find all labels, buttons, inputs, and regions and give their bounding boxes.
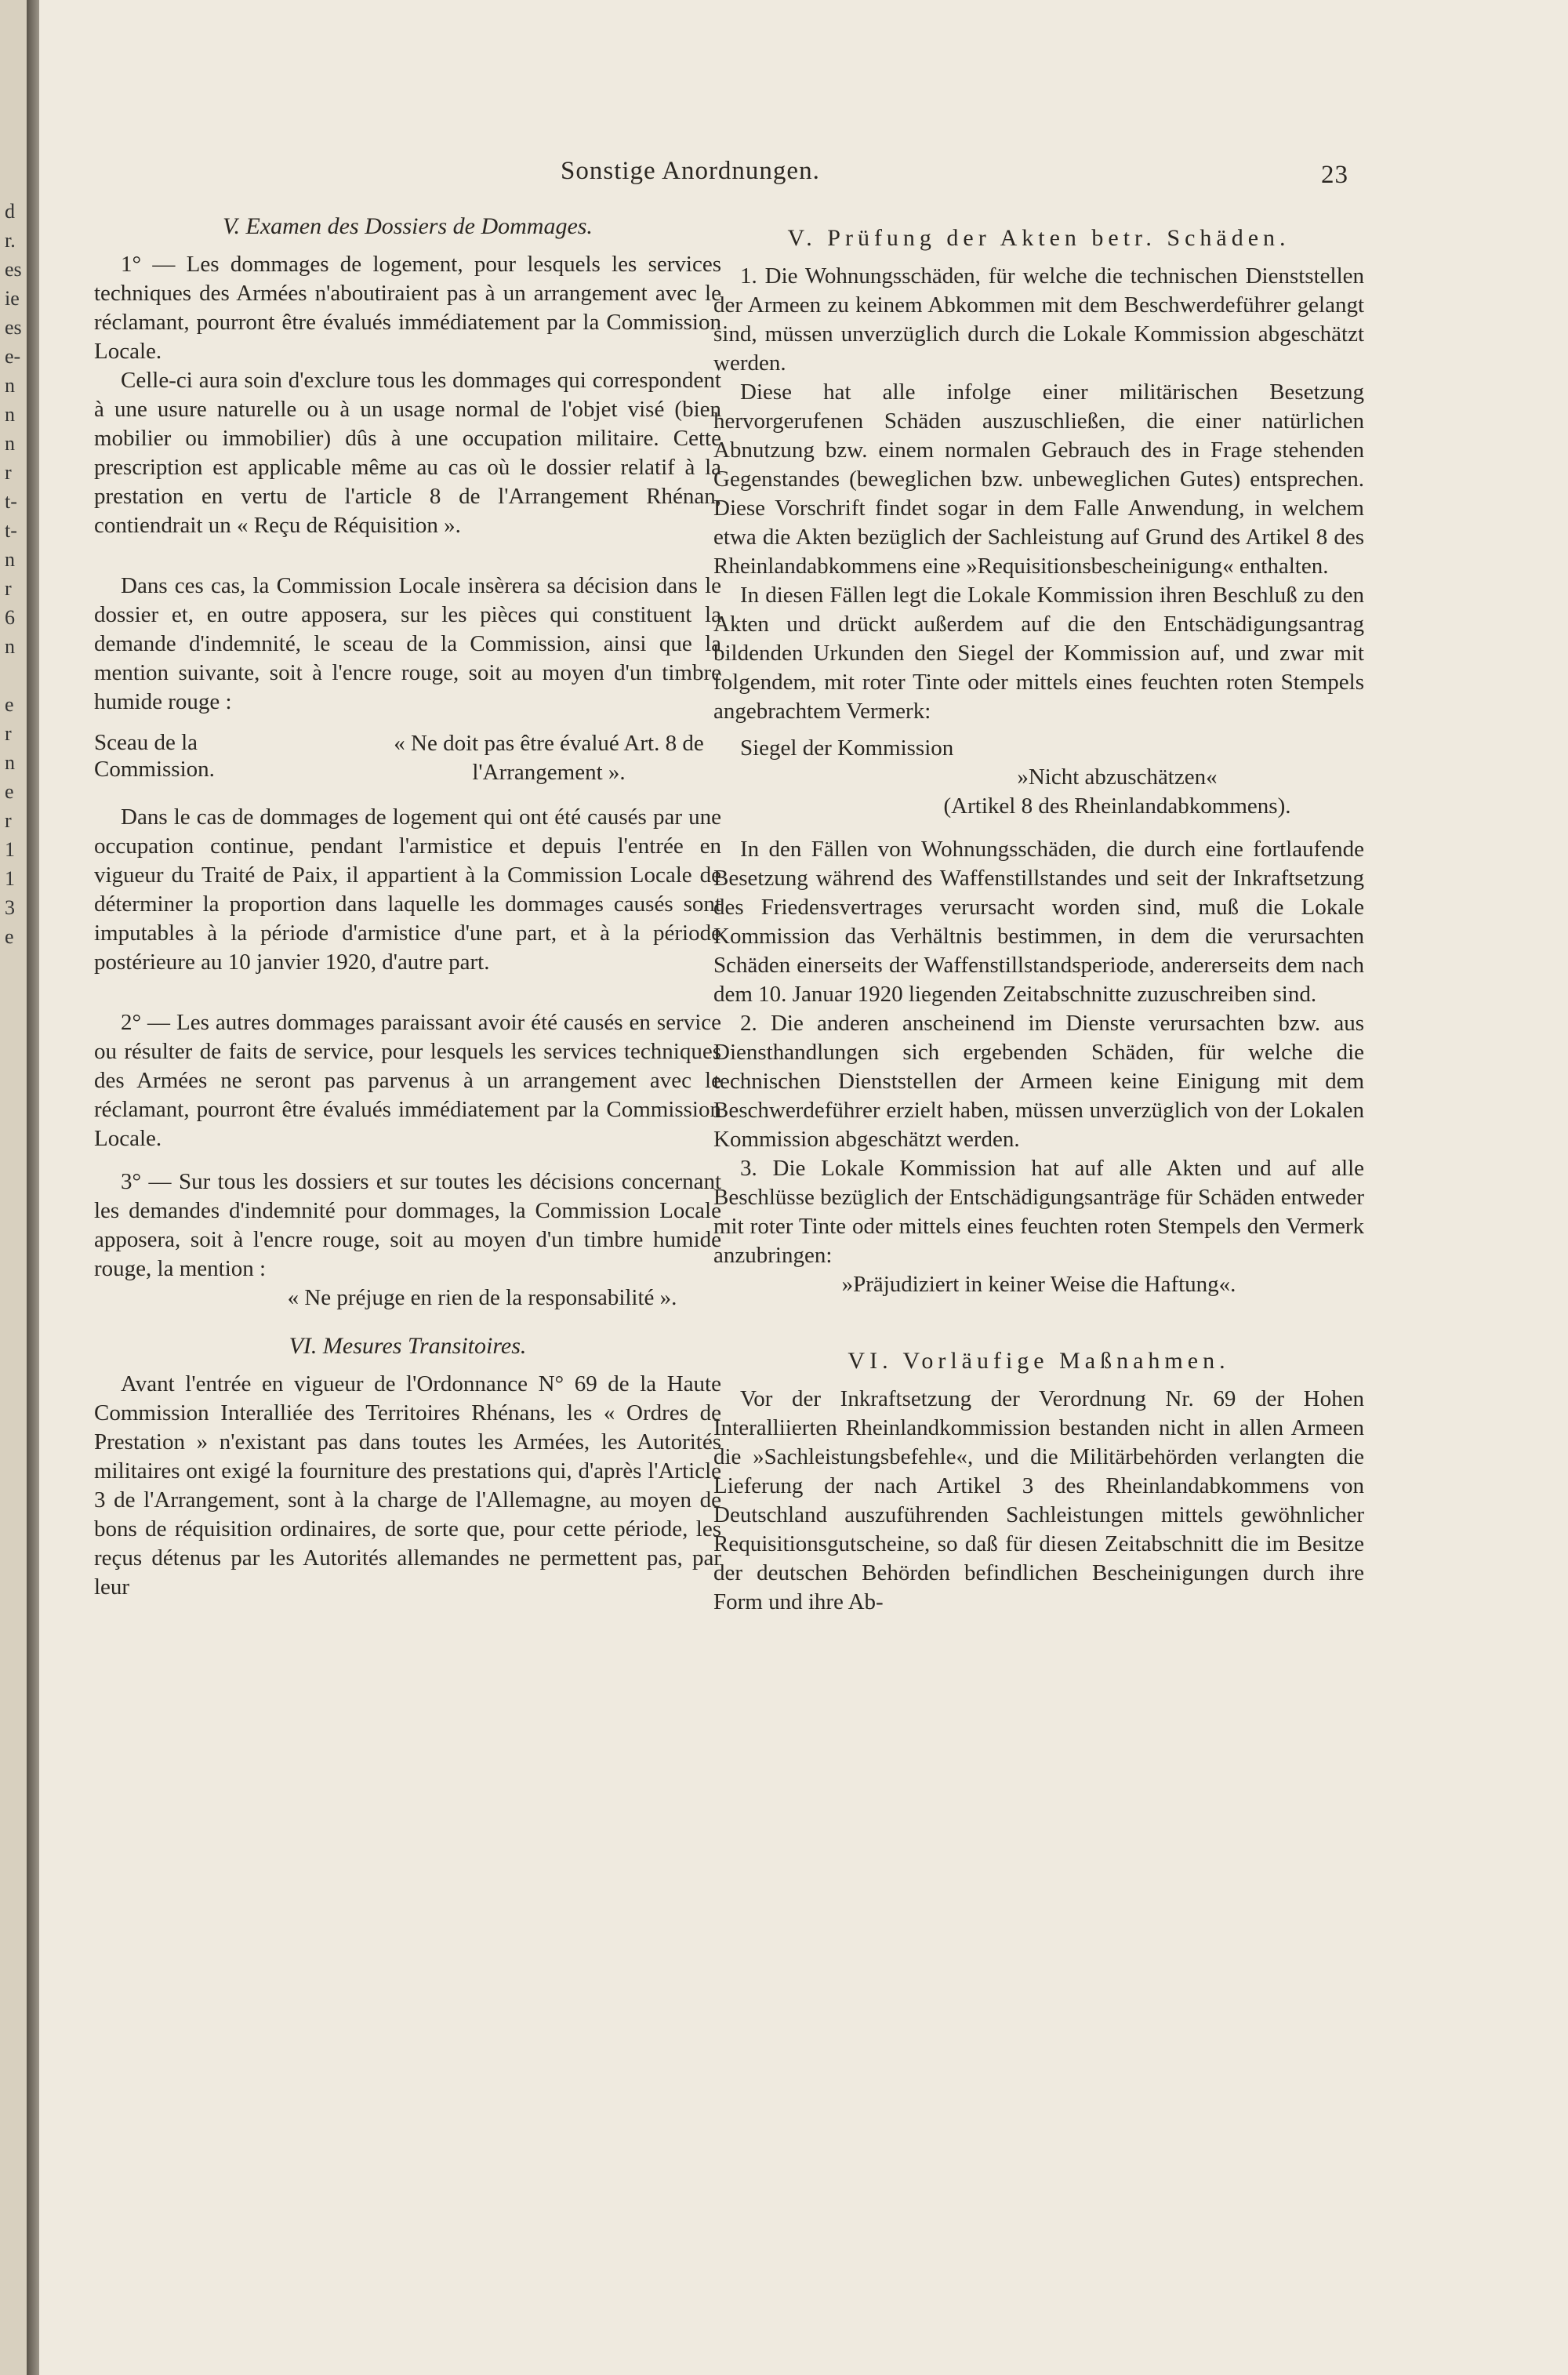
running-title: Sonstige Anordnungen.	[561, 157, 820, 185]
previous-page-fragment: es	[5, 316, 22, 339]
previous-page-fragment: es	[5, 258, 22, 281]
previous-page-fragment: t-	[5, 519, 17, 542]
french-stamp-block	[94, 729, 721, 787]
previous-page-fragment: e	[5, 780, 14, 803]
previous-page-fragment: n	[5, 548, 15, 571]
german-mention-quote: »Präjudiziert in keiner Weise die Haftung«.	[841, 1272, 1236, 1297]
french-paragraph-6: 3° — Sur tous les dossiers et sur toutes les décisions concernant les demandes d'indemnité pour dommages, la Commission Locale apposera, soit à l'encre rouge, soit au moyen d'un timbre humide rouge, la mention :	[94, 1169, 721, 1281]
german-stamp-seal-label: Siegel der Kommission	[740, 735, 954, 761]
french-mention-quote: « Ne préjuge en rien de la responsabilité ».	[287, 1285, 677, 1310]
french-stamp-seal-label: Sceau de la Commission.	[94, 730, 215, 782]
french-column	[94, 212, 721, 1602]
german-stamp-line-1: »Nicht abzuschätzen«	[1017, 764, 1218, 790]
french-paragraph-3: Dans ces cas, la Commission Locale insèrera sa décision dans le dossier et, en outre apposera, sur les pièces qui constituent la demande d'indemnité, le sceau de la Commission, ainsi que la mention suivante, soit à l'encre rouge, soit au moyen d'un timbre humide rouge :	[94, 573, 721, 714]
spacer	[94, 540, 721, 572]
german-paragraph-5: 2. Die anderen anscheinend im Dienste verursachten bzw. aus Diensthandlungen sich ergebenden Schäden, für welche die technischen Dienststellen der Armeen keine Einigung mit dem Beschwerdeführer erzielt haben, müssen unverzüglich von der Lokalen Kommission abgeschätzt werden.	[713, 1011, 1364, 1152]
german-paragraph-3: In diesen Fällen legt die Lokale Kommission ihren Beschluß zu den Akten und drückt außerdem auf die den Entschädigungsantrag bildenden Urkunden den Siegel der Kommission auf, und zwar mit folgendem, mit roter Tinte oder mittels eines feuchten roten Stempels angebrachtem Vermerk:	[713, 583, 1364, 724]
previous-page-fragment: r.	[5, 229, 16, 252]
german-section-6-heading: VI. Vorläufige Maßnahmen.	[848, 1348, 1230, 1374]
page	[39, 0, 1568, 2375]
german-paragraph-7: Vor der Inkraftsetzung der Verordnung Nr. 69 der Hohen Interalliierten Rheinlandkommission bestanden nicht in allen Armeen die »Sachleistungsbefehle«, und die Militärbehörden verlangten die Lieferung der nach Artikel 3 des Rheinlandabkommens von Deutschland auszuführenden Sachleistungen mittels gewöhnlicher Requisitionsgutscheine, so daß für diesen Zeitabschnitt die im Besitze der deutschen Behörden befindlichen Bescheinigungen durch ihre Form und ihre Ab-	[713, 1386, 1364, 1614]
previous-page-fragment: n	[5, 751, 15, 774]
german-column	[713, 223, 1364, 1617]
german-paragraph-6: 3. Die Lokale Kommission hat auf alle Akten und auf alle Beschlüsse bezüglich der Entschädigungsanträge für Schäden entweder mit roter Tinte oder mittels eines feuchten roten Stempels den Vermerk anzubringen:	[713, 1156, 1364, 1268]
french-paragraph-1: 1° — Les dommages de logement, pour lesquels les services techniques des Armées n'aboutiraient pas à un arrangement avec le réclamant, pourront être évalués immédiatement par la Commission Locale.	[94, 252, 721, 364]
spacer	[94, 977, 721, 1008]
previous-page-fragment: r	[5, 577, 12, 600]
previous-page-fragment: r	[5, 461, 12, 484]
previous-page-fragment: n	[5, 635, 15, 658]
french-paragraph-4: Dans le cas de dommages de logement qui ont été causés par une occupation continue, pendant l'armistice et depuis l'entrée en vigueur du Traité de Paix, il appartient à la Commission Locale de déterminer la proportion dans laquelle les dommages causés sont imputables à la période d'armistice d'une part, et à la période postérieure au 10 janvier 1920, d'autre part.	[94, 804, 721, 975]
previous-page-fragment: n	[5, 374, 15, 397]
previous-page-fragment: e	[5, 693, 14, 716]
previous-page-fragment: ie	[5, 287, 20, 310]
previous-page-fragment: 6	[5, 606, 15, 629]
german-section-5-heading: V. Prüfung der Akten betr. Schäden.	[787, 225, 1290, 251]
previous-page-fragment: d	[5, 200, 15, 223]
previous-page-fragment: 1	[5, 867, 15, 890]
previous-page-edge	[0, 0, 28, 2375]
french-paragraph-2: Celle-ci aura soin d'exclure tous les dommages qui correspondent à une usure naturelle ou à un usage normal de l'objet visé (bien mobilier ou immobilier) dûs à une occupation militaire. Cette prescription est applicable même au cas où le dossier relatif à la prestation en vertu de l'article 8 de l'Arrangement Rhénan, contiendrait un « Reçu de Réquisition ».	[94, 368, 721, 538]
french-paragraph-7: Avant l'entrée en vigueur de l'Ordonnance N° 69 de la Haute Commission Interalliée des Territoires Rhénans, les « Ordres de Prestation » n'existant pas dans toutes les Armées, les Autorités militaires ont exigé la fourniture des prestations qui, d'après l'Article 3 de l'Arrangement, sont à la charge de l'Allemagne, au moyen de bons de réquisition ordinaires, de sorte que, pour cette période, les reçus détenus par les Autorités allemandes ne permettent pas, par leur	[94, 1371, 721, 1600]
previous-page-fragment: r	[5, 809, 12, 832]
previous-page-fragment: r	[5, 722, 12, 745]
german-paragraph-2: Diese hat alle infolge einer militärischen Besetzung hervorgerufenen Schäden auszuschließen, die einer natürlichen Abnutzung bzw. einem normalen Gebrauch des in Frage stehenden Gegenstandes (beweglichen bzw. unbeweglichen Gutes) entsprechen. Diese Vorschrift findet sogar in dem Falle Anwendung, in welchem etwa die Akten bezüglich der Sachleistung auf Grund des Artikel 8 des Rheinlandabkommens eine »Requisitionsbescheinigung« enthalten.	[713, 379, 1364, 579]
previous-page-fragment: n	[5, 432, 15, 455]
german-stamp-block	[713, 734, 1364, 821]
previous-page-fragment: e	[5, 925, 14, 948]
book-gutter	[27, 0, 39, 2375]
german-paragraph-4: In den Fällen von Wohnungsschäden, die durch eine fortlaufende Besetzung während des Waffenstillstandes und seit der Inkraftsetzung des Friedensvertrages verursacht worden sind, muß die Lokale Kommission das Verhältnis bestimmen, in dem die verursachten Schäden einerseits der Waffenstillstandsperiode, andererseits dem nach dem 10. Januar 1920 liegenden Zeitabschnitte zuzuschreiben sind.	[713, 837, 1364, 1007]
french-section-6-heading: VI. Mesures Transitoires.	[289, 1333, 527, 1359]
french-stamp-mention: « Ne doit pas être évalué Art. 8 de l'Arrangement ».	[394, 731, 704, 785]
german-paragraph-1: 1. Die Wohnungsschäden, für welche die technischen Dienststellen der Armeen zu keinem Abkommen mit dem Beschwerdeführer gelangt sind, müssen unverzüglich durch die Lokale Kommission abgeschätzt werden.	[713, 263, 1364, 376]
french-paragraph-5: 2° — Les autres dommages paraissant avoir été causés en service ou résulter de faits de service, pour lesquels les services techniques des Armées ne seront pas parvenus à un arrangement avec le réclamant, pourront être évalués immédiatement par la Commission Locale.	[94, 1010, 721, 1151]
page-number: 23	[1321, 161, 1348, 189]
previous-page-fragment: n	[5, 403, 15, 426]
previous-page-fragment: e-	[5, 345, 21, 368]
previous-page-fragment: 1	[5, 838, 15, 861]
german-stamp-line-2: (Artikel 8 des Rheinlandabkommens).	[943, 793, 1291, 819]
french-section-5-heading: V. Examen des Dossiers de Dommages.	[223, 213, 593, 239]
previous-page-fragment: t-	[5, 490, 17, 513]
previous-page-fragment: 3	[5, 896, 15, 919]
